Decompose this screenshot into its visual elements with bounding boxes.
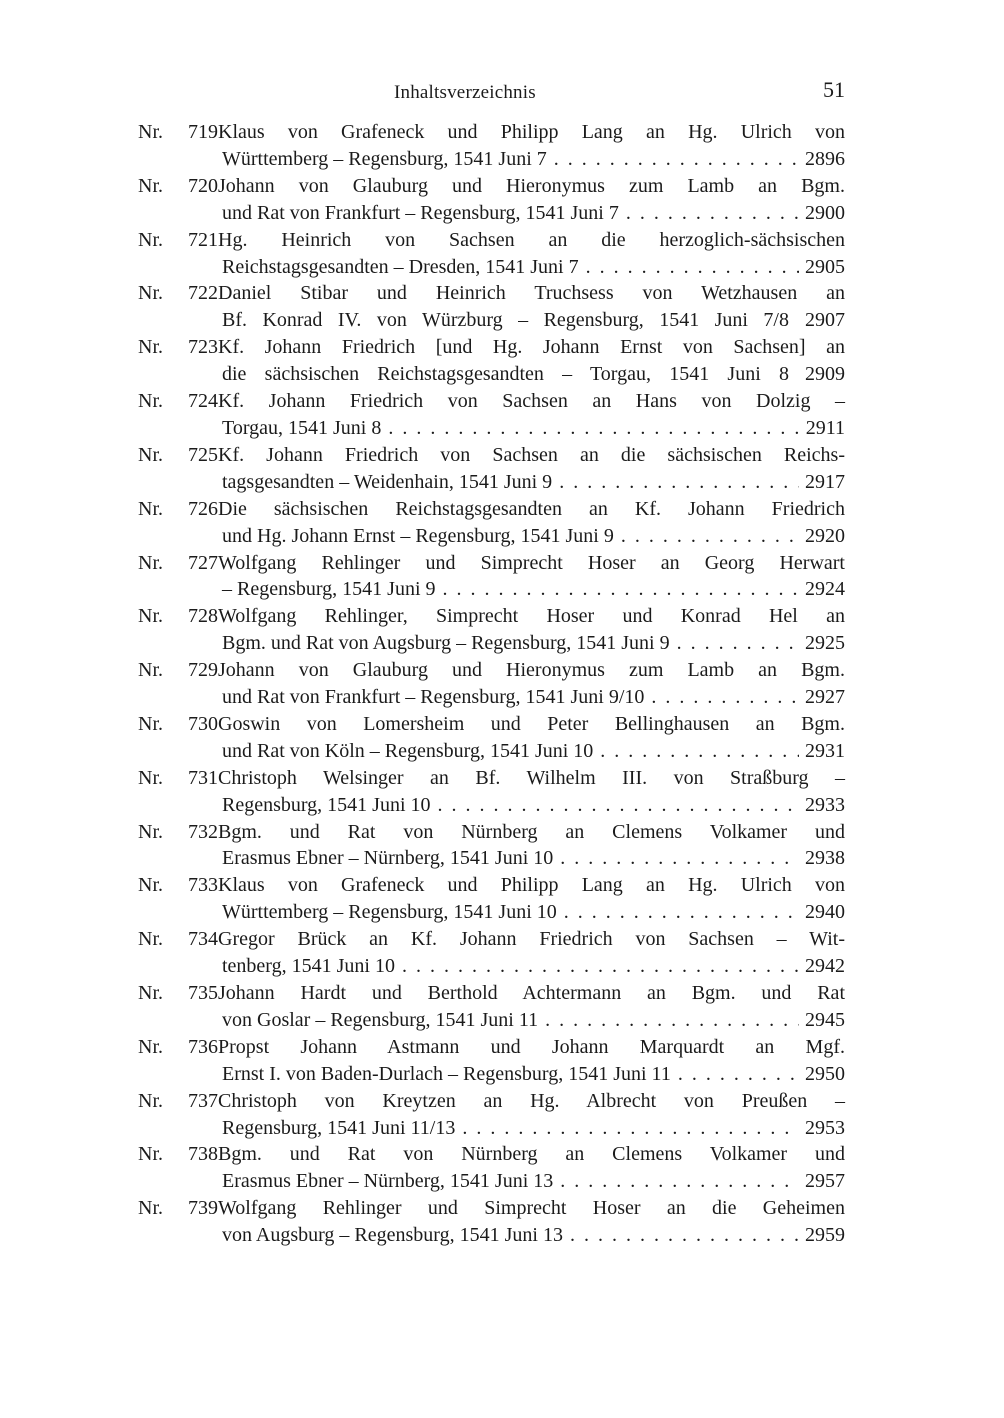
dot-leader [402,953,799,980]
entry-title-line1: Christoph Welsinger an Bf. Wilhelm III. von Straßburg – [218,766,845,789]
entry-second-line [138,469,845,496]
entry-first-line [138,496,845,523]
toc-entry [138,926,845,980]
entry-second-line [138,415,845,442]
entry-title-line1: Hg. Heinrich von Sachsen an die herzoglich-sächsischen [218,228,845,251]
entry-title-line2: Württemberg – Regensburg, 1541 Juni 7 [222,147,547,170]
entry-first-line [138,388,845,415]
entry-second-line [138,1061,845,1088]
entry-title-line1: Bgm. und Rat von Nürnberg an Clemens Volkamer und [218,820,845,843]
entry-number: Nr. 726 [138,497,218,520]
entry-number: Nr. 721 [138,228,218,251]
toc-entry [138,657,845,711]
entry-page-ref: 2900 [805,201,845,224]
entry-title-line1: Johann Hardt und Berthold Achtermann an Bgm. und Rat [218,982,845,1004]
entry-number: Nr. 729 [138,659,218,682]
entry-page-ref: 2931 [805,739,845,762]
entry-page-ref: 2957 [805,1170,845,1193]
entry-title-line2: Regensburg, 1541 Juni 11/13 [222,1116,456,1139]
entry-page-ref: 2953 [805,1116,845,1139]
toc-entry [138,388,845,442]
dot-leader [545,1007,799,1034]
entry-second-line [138,254,845,281]
entry-title-line1: Johann von Glauburg und Hieronymus zum Lamb an Bgm. [218,659,845,682]
entry-title-line2: von Augsburg – Regensburg, 1541 Juni 13 [222,1224,563,1247]
toc-entry [138,603,845,657]
toc-entry [138,442,845,496]
entry-second-line [138,1222,845,1249]
entry-page-ref: 2911 [805,416,845,439]
entry-title-line1: Klaus von Grafeneck und Philipp Lang an Hg. Ulrich von [218,121,845,143]
entry-second-line [138,845,845,872]
toc-entry [138,550,845,604]
entry-title-line2: Regensburg, 1541 Juni 10 [222,793,431,816]
entry-title-line2: tagsgesandten – Weidenhain, 1541 Juni 9 [222,470,553,493]
dot-leader [677,630,799,657]
entry-second-line [138,1115,845,1142]
running-head [0,0,1004,115]
dot-leader [678,1061,799,1088]
entry-title-line2: Ernst I. von Baden-Durlach – Regensburg, 1541 Juni 11 [222,1062,671,1085]
dot-leader [560,845,799,872]
dot-leader [600,738,799,765]
dot-leader [570,1222,799,1249]
entry-title-line1: Goswin von Lomersheim und Peter Bellinghausen an Bgm. [218,712,845,735]
dot-leader [564,899,799,926]
entry-second-line [138,630,845,657]
entry-second-line [138,738,845,765]
toc-entry [138,280,845,334]
toc-entry [138,334,845,388]
dot-leader [626,200,799,227]
toc-entry [138,496,845,550]
toc-entry [138,711,845,765]
entry-number: Nr. 723 [138,336,218,359]
entry-title-line1: Klaus von Grafeneck und Philipp Lang an Hg. Ulrich von [218,874,845,897]
entry-page-ref: 2909 [805,363,845,386]
table-of-contents [138,119,845,1249]
entry-first-line [138,442,845,469]
entry-second-line [138,1007,845,1034]
entry-number: Nr. 736 [138,1035,218,1058]
entry-title-line2: und Rat von Köln – Regensburg, 1541 Juni 10 [222,739,594,762]
entry-number: Nr. 738 [138,1143,218,1166]
entry-title-line2: und Rat von Frankfurt – Regensburg, 1541 Juni 9/10 [222,686,645,709]
toc-entry [138,119,845,173]
entry-page-ref: 2917 [805,470,845,493]
entry-title-line2: die sächsischen Reichstagsgesandten – Torgau, 1541 Juni 8 [222,363,789,386]
entry-number: Nr. 728 [138,605,218,628]
entry-first-line [138,1034,845,1061]
entry-title-line2: Bgm. und Rat von Augsburg – Regensburg, 1541 Juni 9 [222,632,670,655]
entry-page-ref: 2920 [805,524,845,547]
entry-title-line2: tenberg, 1541 Juni 10 [222,955,395,978]
dot-leader [559,469,799,496]
entry-number: Nr. 739 [138,1197,218,1220]
entry-second-line [138,792,845,819]
entry-page-ref: 2940 [805,901,845,924]
entry-first-line [138,119,845,146]
entry-second-line [138,307,845,334]
entry-title-line1: Bgm. und Rat von Nürnberg an Clemens Volkamer und [218,1143,845,1166]
entry-first-line [138,872,845,899]
entry-first-line [138,173,845,200]
entry-page-ref: 2896 [805,147,845,170]
entry-title-line2: Württemberg – Regensburg, 1541 Juni 10 [222,901,557,924]
dot-leader [586,254,799,281]
entry-title-line2: Erasmus Ebner – Nürnberg, 1541 Juni 10 [222,847,554,870]
entry-title-line1: Kf. Johann Friedrich von Sachsen an die sächsischen Reichs- [218,443,845,466]
entry-page-ref: 2938 [805,847,845,870]
entry-second-line [138,899,845,926]
entry-number: Nr. 737 [138,1089,218,1112]
entry-first-line [138,1141,845,1168]
entry-second-line [138,200,845,227]
entry-second-line [138,684,845,711]
toc-entry [138,173,845,227]
entry-second-line [138,1168,845,1195]
entry-title-line1: Gregor Brück an Kf. Johann Friedrich von Sachsen – Wit- [218,928,845,951]
entry-title-line2: – Regensburg, 1541 Juni 9 [222,578,436,601]
toc-entry [138,1195,845,1249]
entry-number: Nr. 722 [138,282,218,305]
entry-page-ref: 2950 [805,1062,845,1085]
entry-first-line [138,1195,845,1222]
entry-page-ref: 2907 [805,309,845,332]
entry-title-line2: Torgau, 1541 Juni 8 [222,416,382,439]
dot-leader [438,792,799,819]
entry-number: Nr. 732 [138,820,218,843]
entry-title-line1: Kf. Johann Friedrich von Sachsen an Hans von Dolzig – [218,390,845,413]
toc-entry [138,227,845,281]
entry-first-line [138,657,845,684]
entry-page-ref: 2927 [805,686,845,709]
entry-first-line [138,227,845,254]
dot-leader [462,1115,799,1142]
entry-second-line [138,953,845,980]
entry-title-line1: Die sächsischen Reichstagsgesandten an Kf. Johann Friedrich [218,497,845,520]
entry-number: Nr. 735 [138,982,218,1004]
entry-second-line [138,576,845,603]
entry-page-ref: 2924 [805,578,845,601]
toc-entry [138,872,845,926]
entry-second-line [138,523,845,550]
dot-leader [560,1168,799,1195]
toc-entry [138,1034,845,1088]
entry-title-line1: Kf. Johann Friedrich [und Hg. Johann Ernst von Sachsen] an [218,336,845,359]
entry-title-line1: Johann von Glauburg und Hieronymus zum Lamb an Bgm. [218,174,845,197]
entry-title-line1: Propst Johann Astmann und Johann Marquardt an Mgf. [218,1035,845,1058]
entry-page-ref: 2959 [805,1224,845,1247]
entry-number: Nr. 727 [138,551,218,574]
entry-title-line2: von Goslar – Regensburg, 1541 Juni 11 [222,1008,539,1031]
entry-first-line [138,1088,845,1115]
entry-number: Nr. 733 [138,874,218,897]
entry-title-line2: und Hg. Johann Ernst – Regensburg, 1541 Juni 9 [222,524,614,547]
entry-number: Nr. 734 [138,928,218,951]
entry-number: Nr. 720 [138,174,218,197]
entry-second-line [138,146,845,173]
entry-number: Nr. 724 [138,390,218,413]
entry-first-line [138,280,845,307]
entry-title-line2: Reichstagsgesandten – Dresden, 1541 Juni 7 [222,255,579,278]
entry-title-line1: Wolfgang Rehlinger, Simprecht Hoser und Konrad Hel an [218,605,845,628]
page-header-title: Inhaltsverzeichnis [394,82,536,103]
dot-leader [651,684,799,711]
entry-title-line1: Wolfgang Rehlinger und Simprecht Hoser an Georg Herwart [218,551,845,574]
toc-entry [138,765,845,819]
toc-entry [138,819,845,873]
toc-entry [138,1141,845,1195]
entry-first-line [138,334,845,361]
folio-page-number: 51 [823,77,845,102]
entry-page-ref: 2945 [805,1008,845,1031]
entry-title-line1: Daniel Stibar und Heinrich Truchsess von Wetzhausen an [218,282,845,305]
entry-first-line [138,550,845,577]
dot-leader [443,576,799,603]
entry-title-line2: Bf. Konrad IV. von Würzburg – Regensburg, 1541 Juni 7/8 [222,309,789,332]
entry-number: Nr. 725 [138,443,218,466]
entry-title-line2: und Rat von Frankfurt – Regensburg, 1541 Juni 7 [222,201,619,224]
entry-title-line1: Christoph von Kreytzen an Hg. Albrecht von Preußen – [218,1089,845,1112]
entry-first-line [138,819,845,846]
entry-first-line [138,765,845,792]
entry-first-line [138,711,845,738]
entry-second-line [138,361,845,388]
entry-page-ref: 2925 [805,632,845,655]
entry-page-ref: 2942 [805,955,845,978]
toc-entry [138,1088,845,1142]
entry-first-line [138,603,845,630]
dot-leader [621,523,799,550]
dot-leader [388,415,799,442]
toc-entry [138,980,845,1034]
entry-page-ref: 2933 [805,793,845,816]
entry-page-ref: 2905 [805,255,845,278]
entry-number: Nr. 731 [138,766,218,789]
entry-number: Nr. 719 [138,121,218,143]
dot-leader [554,146,799,173]
entry-title-line1: Wolfgang Rehlinger und Simprecht Hoser an die Geheimen [218,1197,845,1220]
entry-number: Nr. 730 [138,712,218,735]
entry-first-line [138,926,845,953]
entry-first-line [138,980,845,1007]
entry-title-line2: Erasmus Ebner – Nürnberg, 1541 Juni 13 [222,1170,554,1193]
